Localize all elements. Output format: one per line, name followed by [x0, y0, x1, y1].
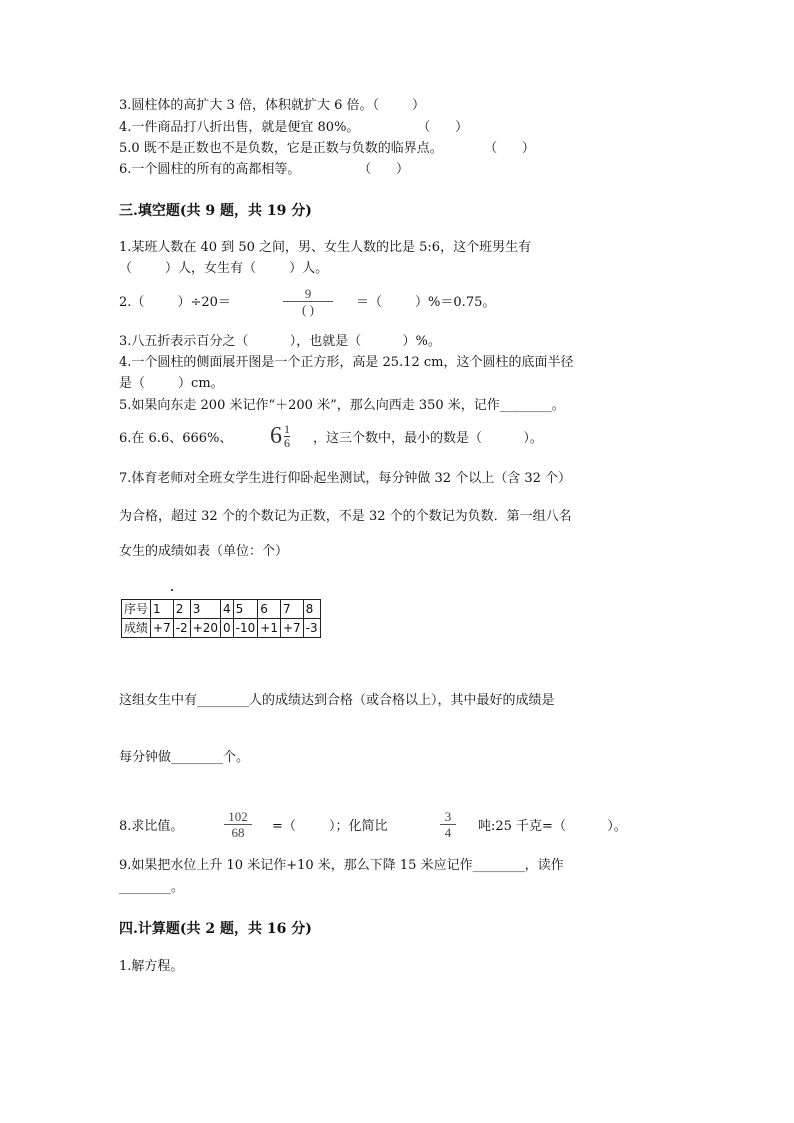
table-row: [122, 619, 321, 638]
fill-question-7-line-1: 7.体育老师对全班女学生进行仰卧起坐测试，每分钟做 32 个以上（含 32 个）: [119, 471, 572, 486]
fraction-9-over-blank: [283, 287, 333, 318]
fill-question-6-suffix: ，这三个数中，最小的数是（ ）。: [313, 431, 543, 446]
table-cell: 序号: [122, 600, 151, 619]
fill-question-2-prefix: 2.（ ）÷20＝: [119, 295, 231, 310]
fill-question-9-line-2: ________。: [119, 880, 185, 895]
fill-question-7-line-2: 为合格，超过 32 个的个数记为正数，不是 32 个的个数记为负数．第一组八名: [119, 509, 572, 524]
table-cell: 2: [173, 600, 190, 619]
fraction-numerator: 102: [228, 809, 248, 824]
fill-question-9-line-1: 9.如果把水位上升 10 米记作+10 米，那么下降 15 米应记作________，读作: [119, 858, 564, 873]
judge-question-4: 4.一件商品打八折出售，就是便宜 80%。 （ ）: [119, 120, 469, 135]
table-cell: 7: [280, 600, 303, 619]
fraction-numerator: 3: [444, 809, 452, 824]
table-cell: 4: [221, 600, 234, 619]
calc-question-1: 1.解方程。: [119, 959, 184, 974]
section-title-calculation: 四.计算题(共 2 题，共 16 分): [119, 921, 312, 937]
table-cell: 5: [233, 600, 258, 619]
fill-question-8-middle: =（ ）；化简比: [272, 819, 388, 834]
table-cell: 0: [221, 619, 234, 638]
table-cell: 成绩: [122, 619, 151, 638]
judge-question-3: 3.圆柱体的高扩大 3 倍，体积就扩大 6 倍。（ ）: [119, 98, 426, 113]
table-cell: +20: [190, 619, 220, 638]
section-title-fill-in: 三.填空题(共 9 题，共 19 分): [119, 203, 312, 219]
fill-question-5: 5.如果向东走 200 米记作“＋200 米”，那么向西走 350 米，记作________。: [119, 398, 565, 413]
table-cell: 3: [190, 600, 220, 619]
table-cell: -10: [233, 619, 258, 638]
fraction-102-over-68: [224, 810, 252, 841]
table-cell: 8: [303, 600, 320, 619]
stray-dot: [171, 589, 173, 591]
fraction-3-over-4: [440, 810, 456, 841]
table-cell: +1: [258, 619, 281, 638]
mixed-number-denominator: 6: [284, 435, 290, 450]
table-cell: +7: [151, 619, 174, 638]
fill-question-3: 3.八五折表示百分之（ ），也就是（ ）%。: [119, 334, 441, 349]
fill-question-7-answer-line-2: 每分钟做________个。: [119, 750, 250, 765]
fill-question-6-prefix: 6.在 6.6、666%、: [119, 431, 233, 446]
mixed-number-numerator: 1: [284, 421, 290, 436]
fraction-denominator: 4: [444, 825, 452, 840]
fill-question-1-line-1: 1.某班人数在 40 到 50 之间，男、女生人数的比是 5:6，这个班男生有: [119, 240, 532, 255]
fill-question-4-line-2: 是（ ）cm。: [119, 376, 224, 391]
table-cell: 6: [258, 600, 281, 619]
fill-question-8-suffix: 吨:25 千克=（ ）。: [478, 819, 627, 834]
table-cell: +7: [280, 619, 303, 638]
fraction-numerator: 9: [304, 286, 312, 301]
fill-question-7-answer-line-1: 这组女生中有________人的成绩达到合格（或合格以上），其中最好的成绩是: [119, 693, 555, 708]
table-cell: -2: [173, 619, 190, 638]
fraction-denominator: 68: [231, 825, 245, 840]
mixed-number-6-1-6: [270, 422, 290, 450]
table-cell: -3: [303, 619, 320, 638]
fill-question-4-line-1: 4.一个圆柱的侧面展开图是一个正方形，高是 25.12 cm，这个圆柱的底面半径: [119, 355, 574, 370]
scores-table: [121, 599, 321, 638]
mixed-number-whole: 6: [270, 423, 282, 449]
fill-question-2-suffix: ＝（ ）%＝0.75。: [356, 295, 496, 310]
mixed-number-fraction: [284, 423, 290, 450]
fraction-denominator: ( ): [302, 302, 314, 317]
table-row: [122, 600, 321, 619]
judge-question-5: 5.0 既不是正数也不是负数，它是正数与负数的临界点。 （ ）: [119, 141, 535, 156]
fill-question-7-line-3: 女生的成绩如表（单位：个）: [119, 544, 289, 559]
table-cell: 1: [151, 600, 174, 619]
judge-question-6: 6.一个圆柱的所有的高都相等。 （ ）: [119, 162, 410, 177]
fill-question-8-prefix: 8.求比值。: [119, 819, 184, 834]
fill-question-1-line-2: （ ）人，女生有（ ）人。: [119, 261, 329, 276]
